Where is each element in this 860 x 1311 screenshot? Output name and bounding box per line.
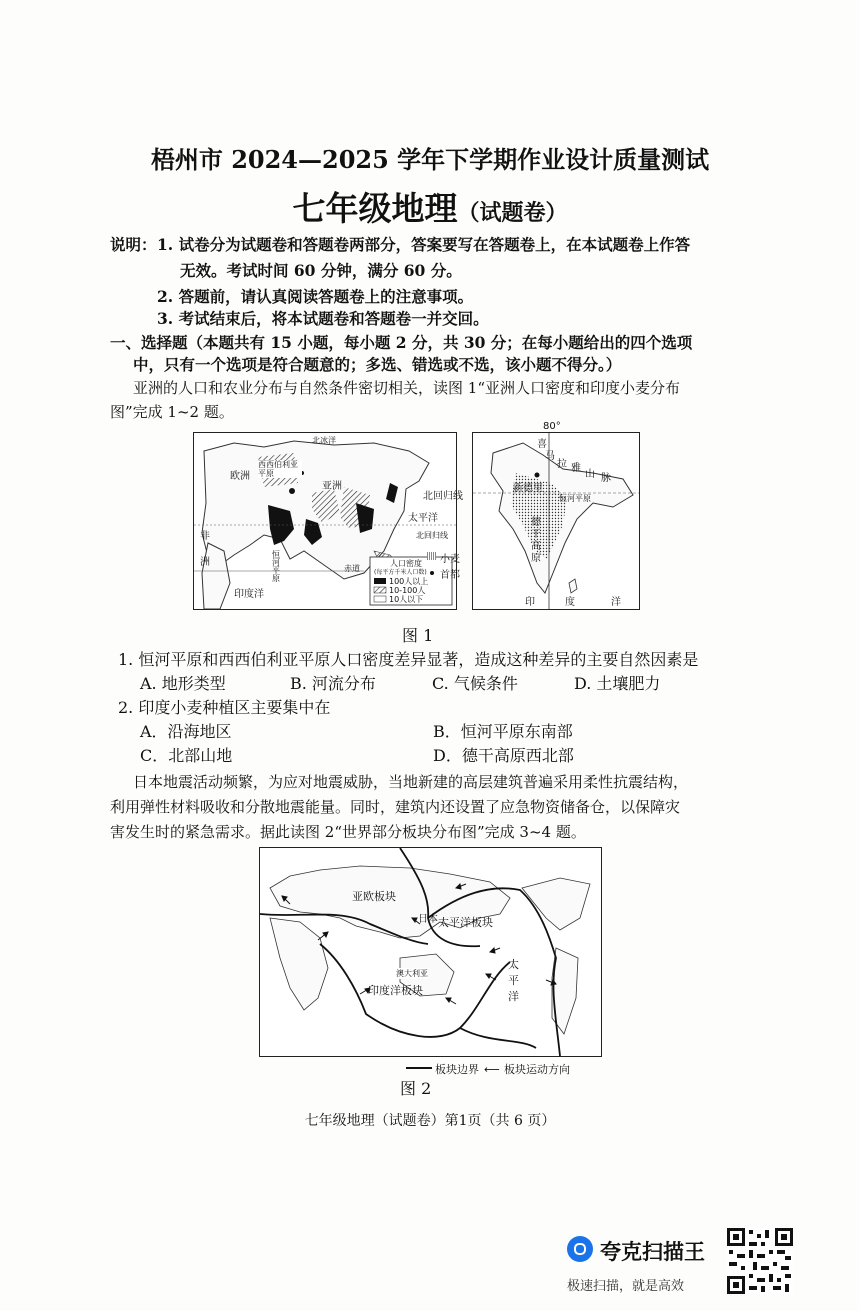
plates-map-graphic <box>260 848 601 1056</box>
label-asia: 亚洲 <box>322 481 342 492</box>
scanner-logo-icon <box>567 1236 593 1262</box>
legend-unit: (每平方千米人口数) <box>374 569 427 576</box>
label-ocean-3: 洋 <box>611 597 621 608</box>
instruction-3: 3. 考试结束后，将本试题卷和答题卷一并交回。 <box>157 309 489 328</box>
legend-title: 人口密度 <box>390 559 422 568</box>
subject-title <box>0 183 860 230</box>
label-pacific-3: 洋 <box>508 990 519 1003</box>
label-pacific-1: 太 <box>508 958 519 971</box>
scanner-brand: 夸克扫描王 <box>600 1240 705 1264</box>
figure-1-caption: 图 1 <box>402 626 434 645</box>
question-2-option-d: D．德干高原西北部 <box>433 746 574 765</box>
label-new-delhi: 新德里 <box>513 483 543 494</box>
label-pacific: 太平洋 <box>408 513 438 524</box>
legend-boundary-label: 板块边界 <box>435 1063 479 1076</box>
label-hima-3: 拉 <box>557 459 567 470</box>
label-80e: 80° <box>543 421 561 432</box>
page-footer: 七年级地理（试题卷）第1页（共 6 页） <box>304 1113 556 1129</box>
legend-high: 100人以上 <box>389 577 429 586</box>
section-heading: 一、选择题（本题共有 15 小题，每小题 2 分，共 30 分；在每小题给出的四个选项 <box>110 333 693 352</box>
label-japan: 日本 <box>418 914 438 925</box>
label-europe: 欧洲 <box>230 471 250 482</box>
question-2-option-a: A．沿海地区 <box>140 722 232 741</box>
instruction-2: 2. 答题前，请认真阅读答题卷上的注意事项。 <box>157 287 474 306</box>
question-2-stem: 2. 印度小麦种植区主要集中在 <box>118 698 331 717</box>
asia-population-map <box>193 432 457 610</box>
world-plates-map <box>259 847 602 1057</box>
capital-key-label: 首都 <box>440 570 460 581</box>
qr-code-icon <box>727 1228 793 1294</box>
label-ocean-2: 度 <box>565 597 575 608</box>
india-wheat-map <box>472 421 640 610</box>
question-2-option-b: B．恒河平原东南部 <box>433 722 573 741</box>
label-indian-ocean: 印度洋 <box>234 589 264 600</box>
paper-type: （试题卷） <box>457 200 568 226</box>
legend-mid: 10-100人 <box>389 586 426 595</box>
label-equator: 赤道 <box>344 564 360 573</box>
label-west-siberia: 西西伯利亚平原 <box>258 460 302 478</box>
label-pacific-2: 平 <box>508 974 519 987</box>
passage-2-line-3: 害发生时的紧急需求。据此读图 2“世界部分板块分布图”完成 3~4 题。 <box>110 823 586 841</box>
exam-title: 梧州市 2024—2025 学年下学期作业设计质量测试 <box>150 145 710 174</box>
label-ganges-plain: 恒河平原 <box>559 494 591 503</box>
instructions-lead: 说明： <box>110 235 157 254</box>
label-africa: 非 <box>200 531 210 542</box>
question-1-option-b: B. 河流分布 <box>290 674 376 693</box>
instruction-1b: 无效。考试时间 60 分钟，满分 60 分。 <box>180 261 462 280</box>
question-2-option-c: C．北部山地 <box>140 746 233 765</box>
question-1-option-a: A. 地形类型 <box>140 674 226 693</box>
intro-line-1: 亚洲的人口和农业分布与自然条件密切相关，读图 1“亚洲人口密度和印度小麦分布 <box>133 379 680 397</box>
legend-boundary-line <box>406 1067 432 1069</box>
legend-low: 10人以下 <box>389 595 424 604</box>
question-1-option-c: C. 气候条件 <box>432 674 518 693</box>
label-pacific-plate: 太平洋板块 <box>438 916 493 929</box>
wheat-key-swatch <box>427 552 436 560</box>
subject-name: 七年级地理 <box>292 189 458 228</box>
label-tropic: 北回归线 <box>416 531 448 540</box>
wheat-key-label: 小麦 <box>440 554 460 565</box>
intro-line-2: 图”完成 1~2 题。 <box>110 403 234 421</box>
label-ocean-1: 印 <box>525 597 535 608</box>
passage-2-line-2: 利用弹性材料吸收和分散地震能量。同时，建筑内还设置了应急物资储备仓，以保障灾 <box>110 798 681 816</box>
label-deccan-3: 高 <box>531 541 541 552</box>
label-eurasian-plate: 亚欧板块 <box>352 890 396 903</box>
label-deccan-2: 干 <box>531 529 541 540</box>
section-heading-2: 中，只有一个选项是符合题意的；多选、错选或不选，该小题不得分。） <box>133 355 622 374</box>
figure-2-caption: 图 2 <box>400 1079 432 1098</box>
label-australia: 澳大利亚 <box>396 969 428 978</box>
passage-2-line-1: 日本地震活动频繁，为应对地震威胁，当地新建的高层建筑普遍采用柔性抗震结构， <box>133 773 689 791</box>
india-map-graphic <box>473 433 639 609</box>
label-hima-5: 山 <box>585 469 595 480</box>
instruction-1: 1. 试卷分为试题卷和答题卷两部分，答案要写在答题卷上，在本试题卷上作答 <box>157 235 691 254</box>
legend-motion-label: 板块运动方向 <box>504 1063 570 1076</box>
question-1-option-d: D. 土壤肥力 <box>574 674 661 693</box>
label-indian-plate: 印度洋板块 <box>368 984 423 997</box>
question-1-stem: 1. 恒河平原和西西伯利亚平原人口密度差异显著，造成这种差异的主要自然因素是 <box>118 650 699 669</box>
label-africa-2: 洲 <box>200 557 210 568</box>
label-arctic: 北冰洋 <box>312 436 336 445</box>
label-hima-6: 脉 <box>601 473 611 484</box>
label-hima-2: 马 <box>545 451 555 462</box>
label-tropic-india: 北回归线 <box>423 491 463 502</box>
label-ganges: 恒河平原 <box>272 550 280 583</box>
capital-key-dot <box>430 571 434 575</box>
label-hima-1: 喜 <box>537 439 547 450</box>
motion-arrow-icon: ⟵ <box>484 1063 500 1076</box>
label-hima-4: 雅 <box>571 463 581 474</box>
label-deccan-4: 原 <box>531 553 541 564</box>
scanner-slogan: 极速扫描，就是高效 <box>567 1279 685 1294</box>
label-deccan-1: 德 <box>531 517 541 528</box>
